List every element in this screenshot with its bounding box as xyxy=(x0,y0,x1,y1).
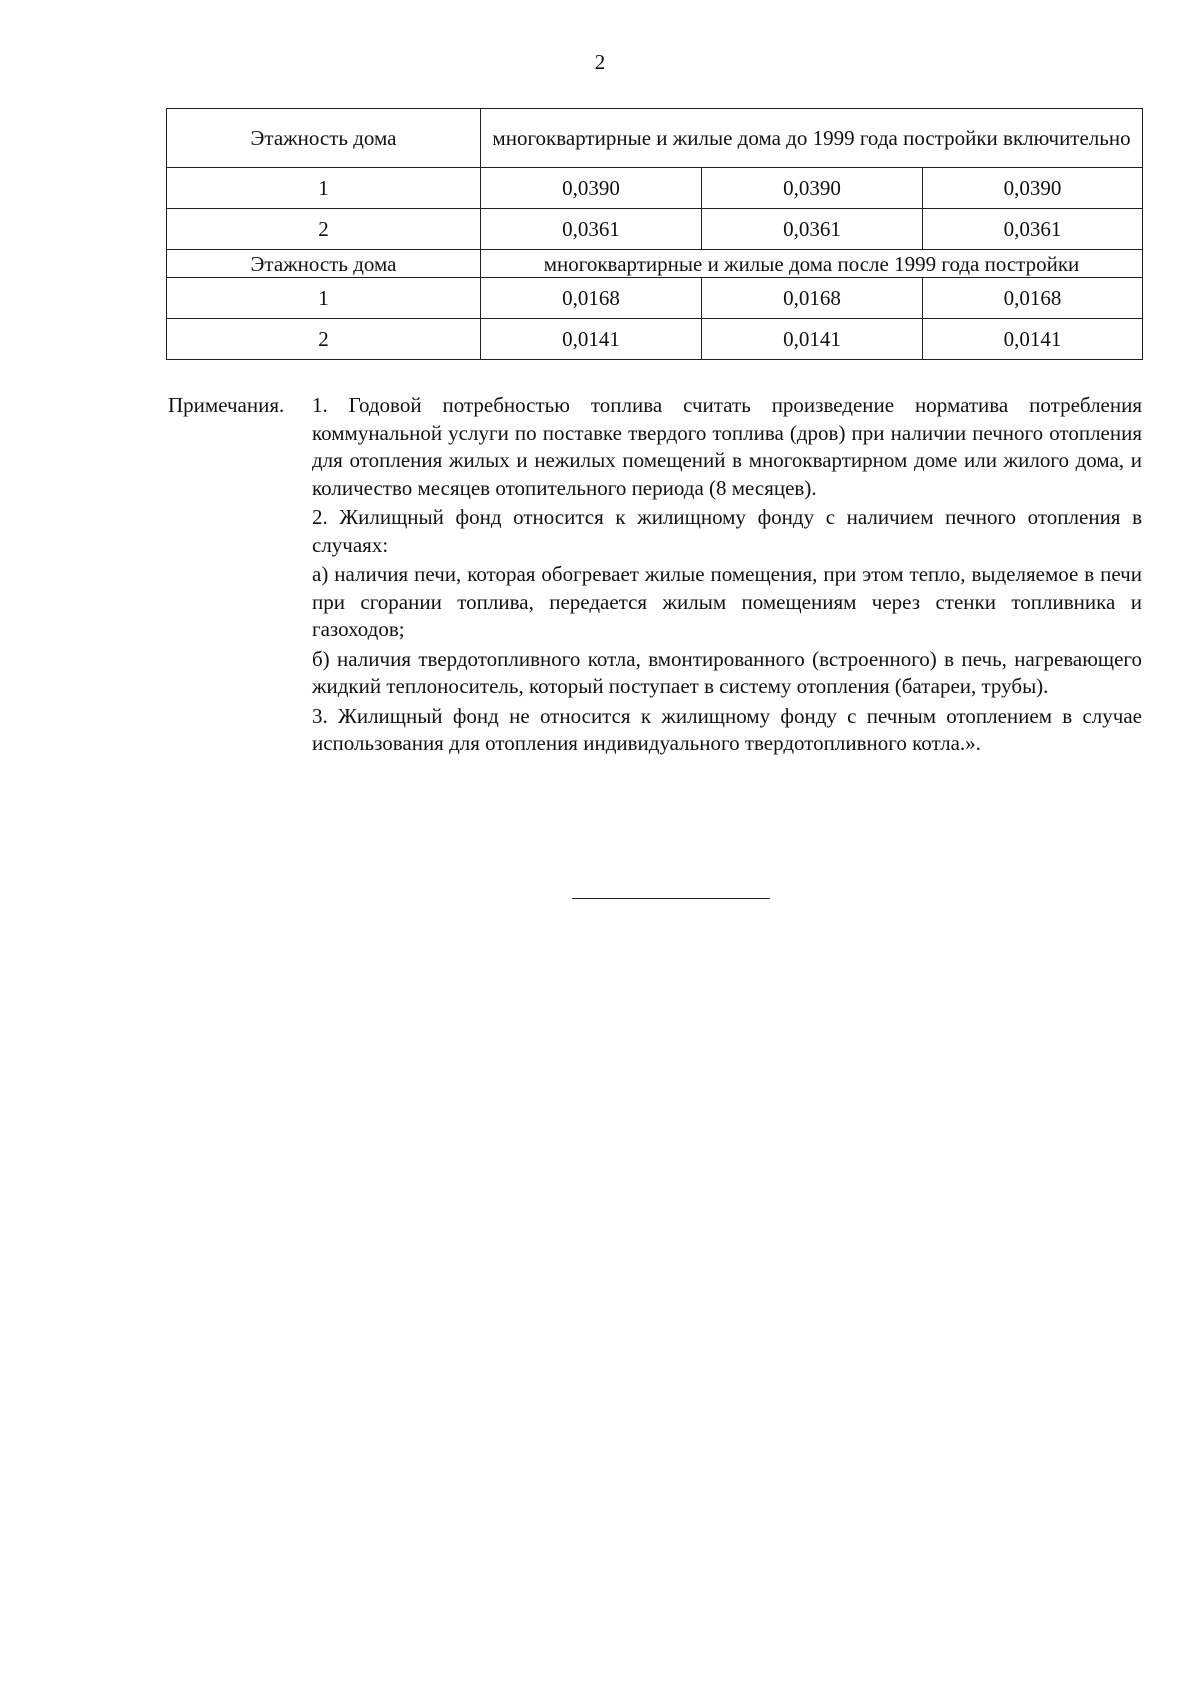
note-item-2a: а) наличия печи, которая обогревает жилые помещения, при этом тепло, выделяемое в печи при сгорании топлива, передается жилым помещениям через стенки топливника и газоходов; xyxy=(312,562,1142,641)
header-floors: Этажность дома xyxy=(167,250,481,278)
header-floors: Этажность дома xyxy=(167,109,481,168)
note-item-3: 3. Жилищный фонд не относится к жилищному фонду с печным отоплением в случае использования для отопления индивидуального твердотопливного котла.». xyxy=(312,703,1142,755)
cell-value: 0,0361 xyxy=(481,209,702,250)
notes-body xyxy=(312,392,1142,758)
header-houses-before-1999: многоквартирные и жилые дома до 1999 года постройки включительно xyxy=(481,109,1143,168)
note-item-1: 1. Годовой потребностью топлива считать произведение норматива потребления коммунальной услуги по поставке твердого топлива (дров) при наличии печного отопления для отопления жилых и нежилых помещений в многоквартирном доме или жилого дома, и количество месяцев отопительного периода (8 месяцев). xyxy=(312,393,1142,500)
closing-divider-line xyxy=(572,898,770,899)
cell-value: 0,0141 xyxy=(923,319,1143,360)
cell-value: 0,0390 xyxy=(923,168,1143,209)
cell-value: 0,0168 xyxy=(923,278,1143,319)
notes-section xyxy=(168,392,1142,758)
fuel-norms-table xyxy=(166,108,1143,360)
cell-value: 0,0168 xyxy=(702,278,923,319)
cell-value: 0,0361 xyxy=(702,209,923,250)
table-header-row xyxy=(167,250,1143,278)
table-row xyxy=(167,168,1143,209)
note-item-2: 2. Жилищный фонд относится к жилищному фонду с наличием печного отопления в случаях: xyxy=(312,505,1142,557)
header-houses-after-1999: многоквартирные и жилые дома после 1999 года постройки xyxy=(481,250,1143,278)
table-row xyxy=(167,209,1143,250)
cell-floors: 2 xyxy=(167,319,481,360)
table-row xyxy=(167,319,1143,360)
cell-floors: 2 xyxy=(167,209,481,250)
table-row xyxy=(167,278,1143,319)
notes-label: Примечания. xyxy=(168,393,285,417)
cell-value: 0,0390 xyxy=(481,168,702,209)
cell-value: 0,0168 xyxy=(481,278,702,319)
cell-value: 0,0361 xyxy=(923,209,1143,250)
cell-value: 0,0390 xyxy=(702,168,923,209)
note-item-2b: б) наличия твердотопливного котла, вмонтированного (встроенного) в печь, нагревающего жидкий теплоноситель, который поступает в систему отопления (батареи, трубы). xyxy=(312,646,1142,698)
cell-floors: 1 xyxy=(167,278,481,319)
table-header-row xyxy=(167,109,1143,168)
page-number: 2 xyxy=(594,50,606,74)
cell-value: 0,0141 xyxy=(702,319,923,360)
cell-value: 0,0141 xyxy=(481,319,702,360)
cell-floors: 1 xyxy=(167,168,481,209)
